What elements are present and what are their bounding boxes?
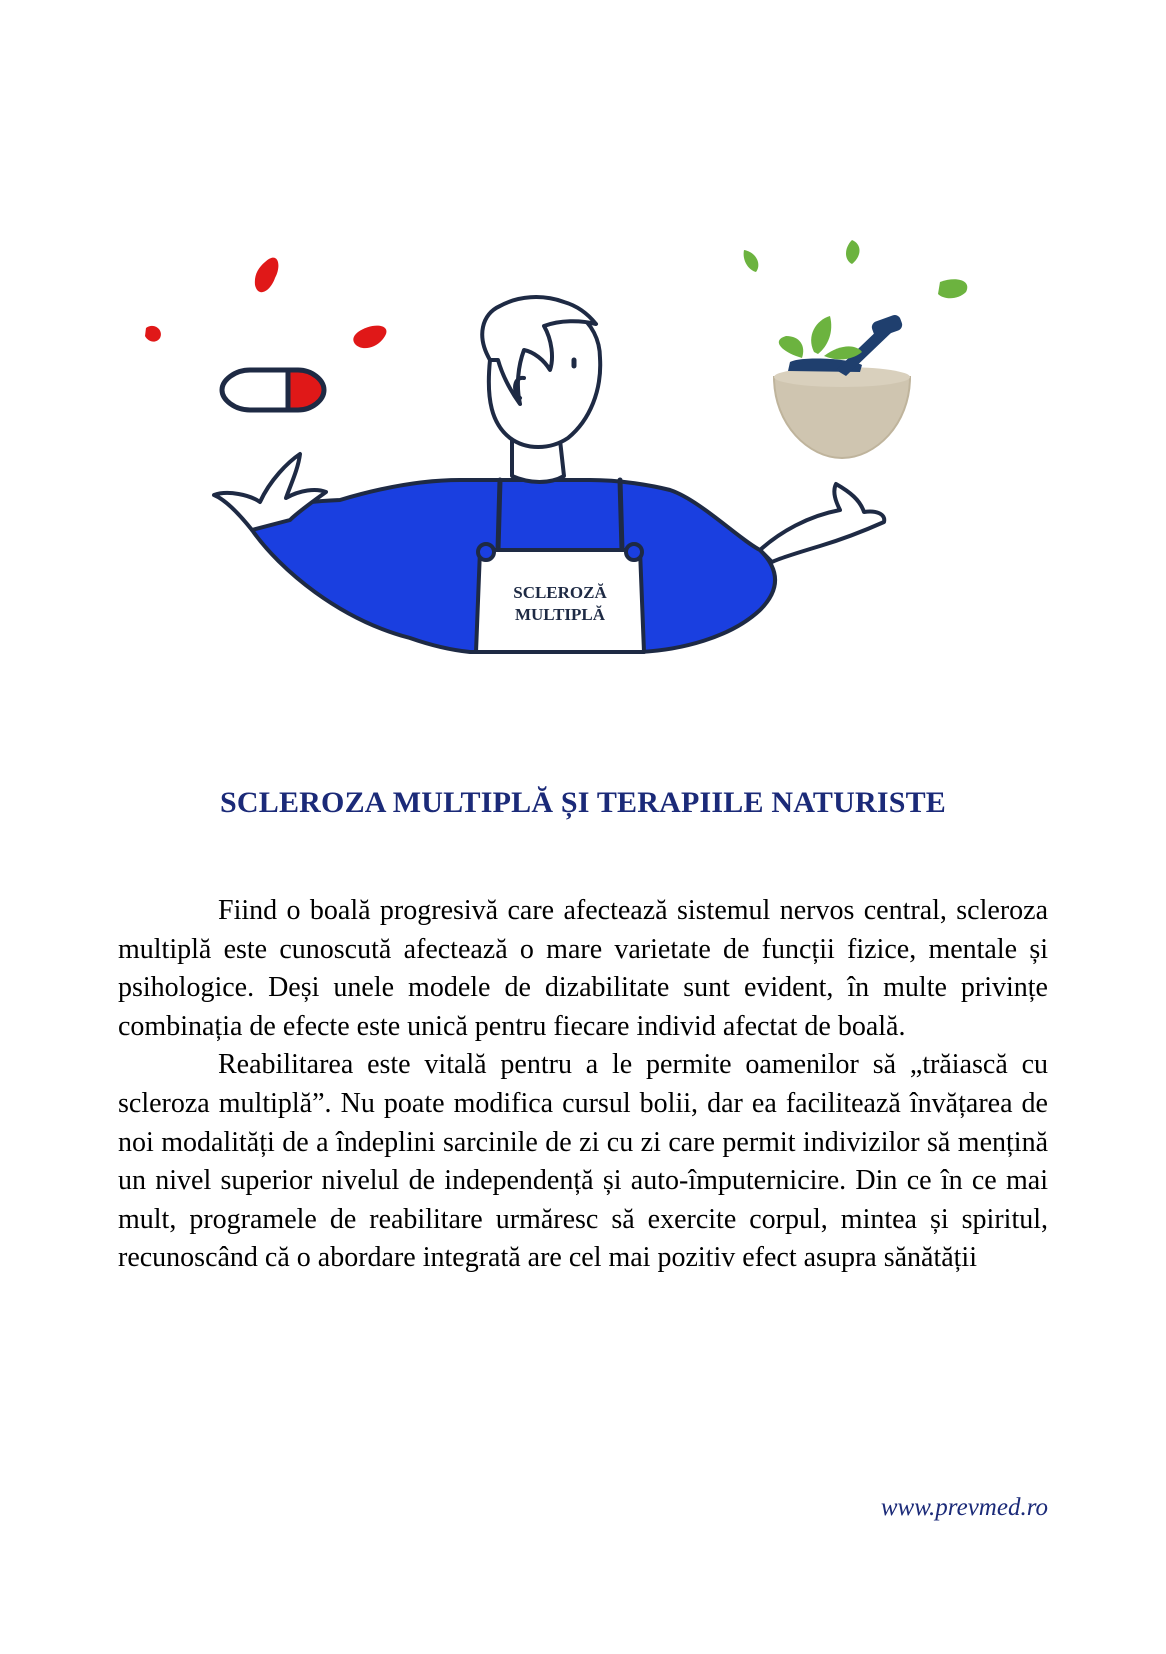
- apron-text-line2: MULTIPLĂ: [514, 605, 606, 624]
- green-leaf-icon: [744, 240, 968, 298]
- red-fragment-icon: [145, 258, 386, 349]
- pill-icon: [222, 370, 324, 410]
- illustration: [140, 240, 1040, 710]
- footer-url: www.prevmed.ro: [880, 1494, 1048, 1521]
- apron-text-line1: SCLEROZĂ: [513, 583, 607, 602]
- page-title: SCLEROZA MULTIPLĂ ȘI TERAPIILE NATURISTE: [220, 786, 946, 819]
- paragraph-2: Reabilitarea este vitală pentru a le permite oamenilor să „trăiască cu scleroza multiplă”. Nu poate modifica cursul bolii, dar ea facilitează învățarea de noi modalități de a îndeplini sarcinile de zi cu zi care permit indivizilor să mențină un nivel superior nivelul de independență și auto-împuternicire. Din ce în ce mai mult, programele de reabilitare urmăresc să exercite corpul, mintea și spiritul, recunoscând că o abordare integrată are cel mai pozitiv efect asupra sănătății: [118, 1049, 1048, 1274]
- paragraph-1: Fiind o boală progresivă care afectează sistemul nervos central, scleroza multiplă este cunoscută afectează o mare varietate de funcții fizice, mentale și psihologice. Deși unele modele de dizabilitate sunt evident, în multe privințe combinația de efecte este unică pentru fiecare individ afectat de boală.: [118, 895, 1048, 1042]
- body-text: [118, 892, 1048, 1278]
- mortar-pestle-icon: [774, 313, 910, 458]
